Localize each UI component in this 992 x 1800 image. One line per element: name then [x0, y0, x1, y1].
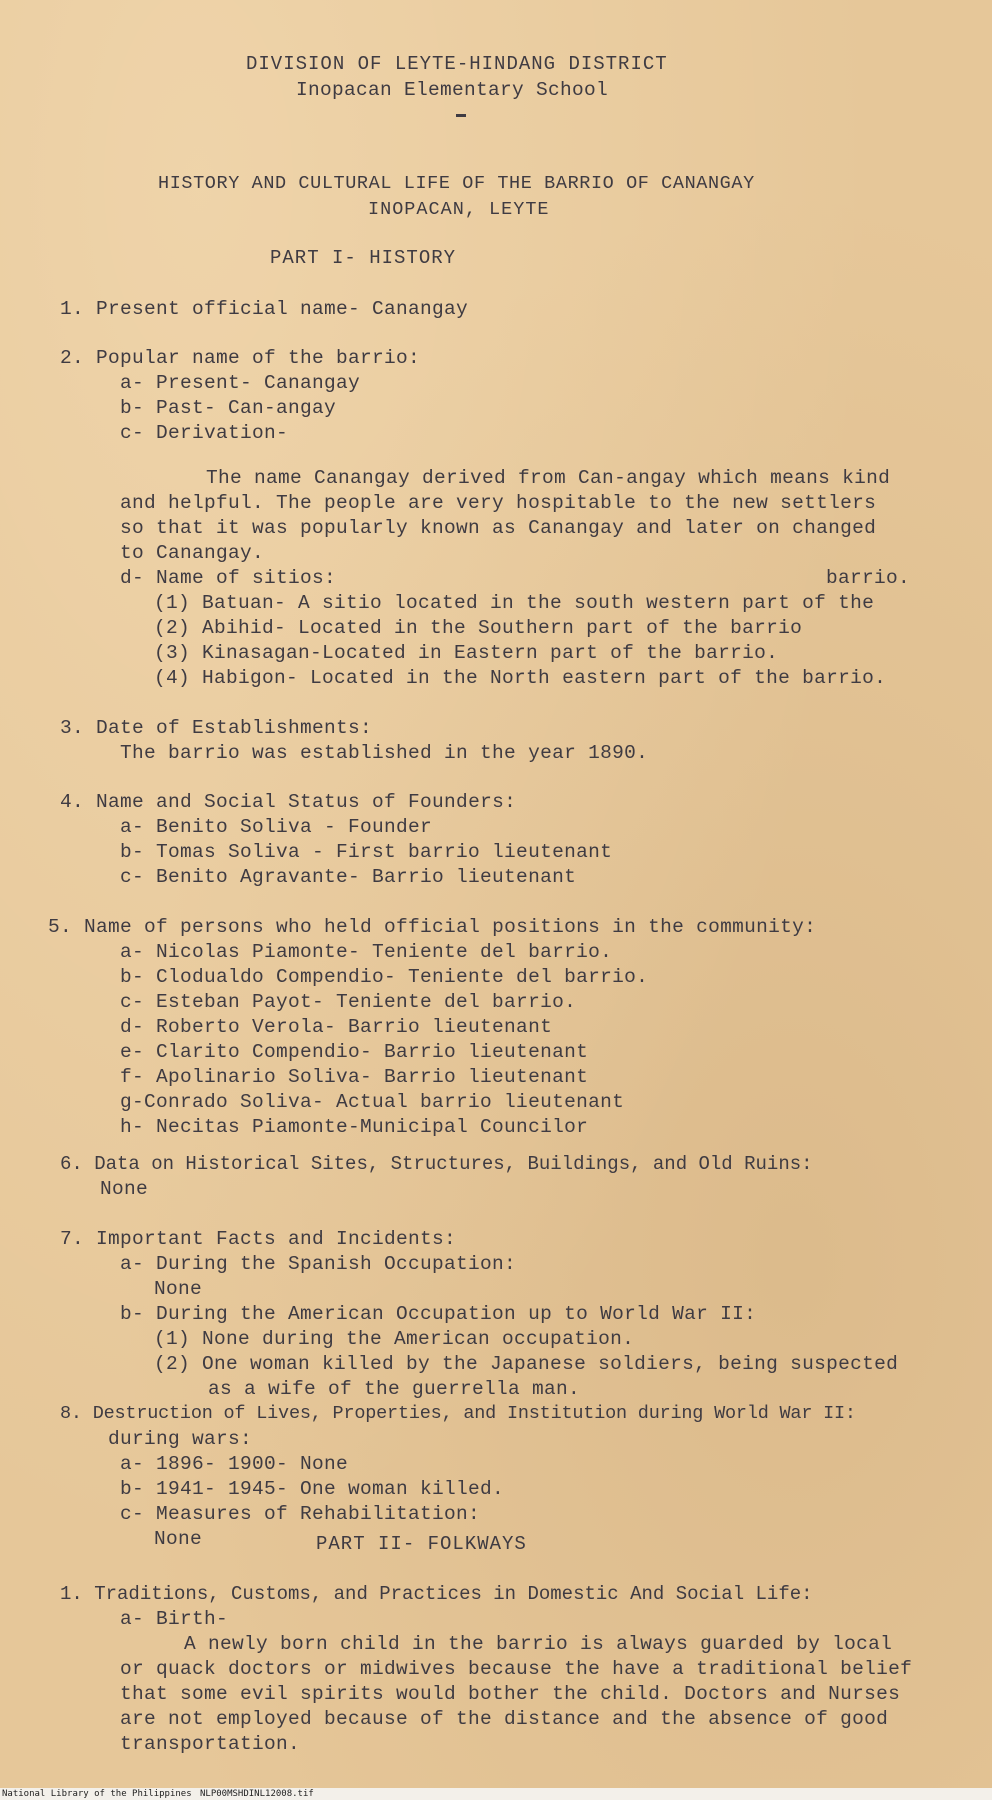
text-line: c- Derivation- — [120, 422, 289, 444]
text-line: 8. Destruction of Lives, Properties, and Institution during World War II: — [60, 1403, 856, 1424]
text-line: d- Roberto Verola- Barrio lieutenant — [120, 1016, 553, 1038]
text-line: c- Esteban Payot- Teniente del barrio. — [120, 991, 577, 1013]
text-line: that some evil spirits would bother the child. Doctors and Nurses — [120, 1683, 901, 1705]
text-line: (1) None during the American occupation. — [154, 1328, 635, 1350]
text-line: to Canangay. — [120, 542, 265, 564]
document-title-line-1: HISTORY AND CULTURAL LIFE OF THE BARRIO OF CANANGAY — [158, 173, 755, 194]
text-line: e- Clarito Compendio- Barrio lieutenant — [120, 1041, 589, 1063]
text-line: barrio. — [826, 567, 911, 589]
text-line: c- Benito Agravante- Barrio lieutenant — [120, 866, 577, 888]
text-line: a- Benito Soliva - Founder — [120, 816, 433, 838]
text-line: 6. Data on Historical Sites, Structures, Buildings, and Old Ruins: — [60, 1153, 813, 1175]
footer-filename: NLP00MSHDINL12008.tif — [200, 1789, 314, 1799]
text-line: The barrio was established in the year 1890. — [120, 742, 649, 764]
text-line: (4) Habigon- Located in the North eastern part of the barrio. — [154, 667, 887, 689]
text-line: b- Past- Can-angay — [120, 397, 337, 419]
text-line: 3. Date of Establishments: — [60, 717, 373, 739]
text-line: a- Birth- — [120, 1608, 229, 1630]
text-line: h- Necitas Piamonte-Municipal Councilor — [120, 1116, 589, 1138]
text-line: f- Apolinario Soliva- Barrio lieutenant — [120, 1066, 589, 1088]
part-2-heading: PART II- FOLKWAYS — [316, 1533, 527, 1555]
text-line: 1. Traditions, Customs, and Practices in Domestic And Social Life: — [60, 1583, 813, 1605]
text-line: (1) Batuan- A sitio located in the south western part of the — [154, 592, 875, 614]
document-title-line-2: INOPACAN, LEYTE — [368, 199, 550, 220]
text-line: a- Nicolas Piamonte- Teniente del barrio. — [120, 941, 613, 963]
text-line: or quack doctors or midwives because the have a traditional belief — [120, 1658, 913, 1680]
school-name: Inopacan Elementary School — [296, 79, 609, 101]
text-line: a- Present- Canangay — [120, 372, 361, 394]
text-line: None — [154, 1528, 203, 1550]
text-line: (3) Kinasagan-Located in Eastern part of the barrio. — [154, 642, 779, 664]
text-line: transportation. — [120, 1733, 301, 1755]
footer-library: National Library of the Philippines — [2, 1789, 192, 1799]
text-line: (2) Abihid- Located in the Southern part of the barrio — [154, 617, 803, 639]
text-line: a- 1896- 1900- None — [120, 1453, 349, 1475]
text-line: None — [154, 1278, 203, 1300]
text-line: g-Conrado Soliva- Actual barrio lieutenant — [120, 1091, 625, 1113]
text-line: during wars: — [108, 1428, 253, 1450]
text-line: b- During the American Occupation up to World War II: — [120, 1303, 757, 1325]
part-1-heading: PART I- HISTORY — [270, 247, 457, 269]
text-line: 2. Popular name of the barrio: — [60, 347, 421, 369]
division-heading: DIVISION OF LEYTE-HINDANG DISTRICT — [246, 53, 668, 75]
text-line: b- 1941- 1945- One woman killed. — [120, 1478, 505, 1500]
text-line: 7. Important Facts and Incidents: — [60, 1228, 457, 1250]
text-line: (2) One woman killed by the Japanese soldiers, being suspected — [154, 1353, 899, 1375]
text-line: a- During the Spanish Occupation: — [120, 1253, 517, 1275]
text-line: The name Canangay derived from Can-angay which means kind — [206, 467, 891, 489]
text-line: b- Tomas Soliva - First barrio lieutenant — [120, 841, 613, 863]
text-line: A newly born child in the barrio is always guarded by local — [184, 1633, 893, 1655]
text-line: 1. Present official name- Canangay — [60, 298, 469, 320]
text-line: c- Measures of Rehabilitation: — [120, 1503, 481, 1525]
text-line: None — [100, 1178, 149, 1200]
text-line: 4. Name and Social Status of Founders: — [60, 791, 517, 813]
text-line: d- Name of sitios: — [120, 567, 337, 589]
text-line: and helpful. The people are very hospitable to the new settlers — [120, 492, 877, 514]
text-line: are not employed because of the distance and the absence of good — [120, 1708, 889, 1730]
text-line: b- Clodualdo Compendio- Teniente del barrio. — [120, 966, 649, 988]
text-line: 5. Name of persons who held official positions in the community: — [48, 916, 817, 938]
header-dash — [456, 114, 466, 117]
text-line: as a wife of the guerrella man. — [208, 1378, 581, 1400]
text-line: so that it was popularly known as Canangay and later on changed — [120, 517, 877, 539]
